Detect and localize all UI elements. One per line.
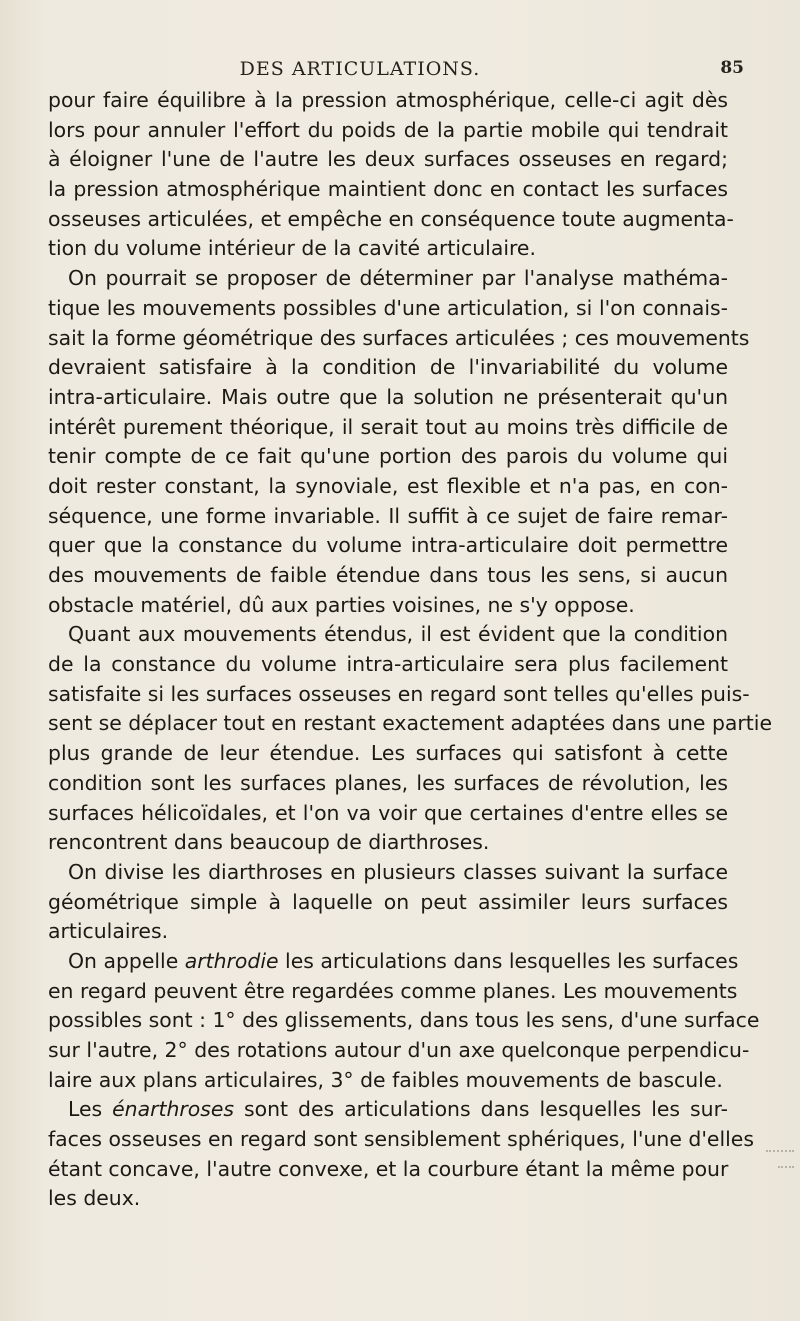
text-line: à éloigner l'une de l'autre les deux surfaces osseuses en regard;	[48, 147, 728, 172]
text-line	[48, 947, 739, 977]
text-line: des mouvements de faible étendue dans tous les sens, si aucun	[48, 563, 728, 587]
text-line: séquence, une forme invariable. Il suffit à ce sujet de faire remar-	[48, 503, 728, 528]
text-line: obstacle matériel, dû aux parties voisines, ne s'y oppose.	[48, 592, 635, 617]
text-line: surfaces hélicoïdales, et l'on va voir que certaines d'entre elles se	[48, 800, 728, 825]
term-enarthroses: énarthroses	[112, 1097, 235, 1122]
text-line: tique les mouvements possibles d'une articulation, si l'on connais-	[48, 295, 728, 320]
text-line: laire aux plans articulaires, 3° de faibles mouvements de bascule.	[48, 1067, 723, 1092]
text-fragment: On appelle	[68, 948, 185, 973]
text-line: plus grande de leur étendue. Les surfaces qui satisfont à cette	[48, 741, 728, 766]
text-line: On pourrait se proposer de déterminer par l'analyse mathéma-	[68, 266, 728, 291]
running-title: DES ARTICULATIONS.	[239, 58, 481, 80]
text-line: faces osseuses en regard sont sensiblement sphériques, l'une d'elles	[48, 1127, 754, 1152]
text-line: de la constance du volume intra-articulaire sera plus facilement	[48, 652, 728, 677]
text-line: géométrique simple à laquelle on peut assimiler leurs surfaces	[48, 889, 728, 914]
text-line: condition sont les surfaces planes, les surfaces de révolution, les	[48, 770, 728, 795]
page-number: 85	[720, 58, 744, 78]
text-line: lors pour annuler l'effort du poids de la partie mobile qui tendrait	[48, 117, 728, 142]
text-fragment: Les	[68, 1097, 113, 1122]
text-line: satisfaite si les surfaces osseuses en regard sont telles qu'elles puis-	[48, 681, 750, 706]
text-line: quer que la constance du volume intra-articulaire doit permettre	[48, 533, 728, 558]
text-line: possibles sont : 1° des glissements, dans tous les sens, d'une surface	[48, 1008, 760, 1033]
text-line: On divise les diarthroses en plusieurs classes suivant la surface	[68, 859, 728, 884]
text-fragment: sont des articulations dans lesquelles les sur-	[234, 1097, 729, 1122]
text-line: sait la forme géométrique des surfaces articulées ; ces mouvements	[48, 325, 750, 350]
running-head	[0, 58, 800, 88]
text-line: devraient satisfaire à la condition de l'invariabilité du volume	[48, 355, 728, 380]
text-line: articulaires.	[48, 919, 169, 944]
text-line: doit rester constant, la synoviale, est flexible et n'a pas, en con-	[48, 473, 728, 498]
term-arthrodie: arthrodie	[184, 948, 279, 973]
text-line: Quant aux mouvements étendus, il est évident que la condition	[68, 622, 728, 647]
margin-dots	[766, 1150, 794, 1152]
text-line: en regard peuvent être regardées comme planes. Les mouvements	[48, 978, 738, 1003]
text-line: tion du volume intérieur de la cavité articulaire.	[48, 236, 536, 261]
text-line: pour faire équilibre à la pression atmosphérique, celle-ci agit dès	[48, 88, 728, 112]
text-line: osseuses articulées, et empêche en conséquence toute augmenta-	[48, 206, 734, 231]
text-line: tenir compte de ce fait qu'une portion des parois du volume qui	[48, 444, 728, 469]
body-text	[48, 86, 772, 1214]
text-line	[48, 1095, 728, 1125]
text-line: intra-articulaire. Mais outre que la solution ne présenterait qu'un	[48, 384, 728, 409]
text-line: sur l'autre, 2° des rotations autour d'un axe quelconque perpendicu-	[48, 1038, 750, 1062]
text-line: les deux.	[48, 1186, 141, 1211]
text-line: intérêt purement théorique, il serait tout au moins très difficile de	[48, 414, 728, 439]
text-line: étant concave, l'autre convexe, et la courbure étant la même pour	[48, 1156, 729, 1181]
text-line: rencontrent dans beaucoup de diarthroses.	[48, 830, 490, 855]
text-line: la pression atmosphérique maintient donc en contact les surfaces	[48, 177, 728, 202]
text-fragment: les articulations dans lesquelles les surfaces	[278, 948, 739, 973]
text-line: sent se déplacer tout en restant exactement adaptées dans une partie	[48, 711, 772, 736]
margin-dots	[778, 1166, 794, 1168]
